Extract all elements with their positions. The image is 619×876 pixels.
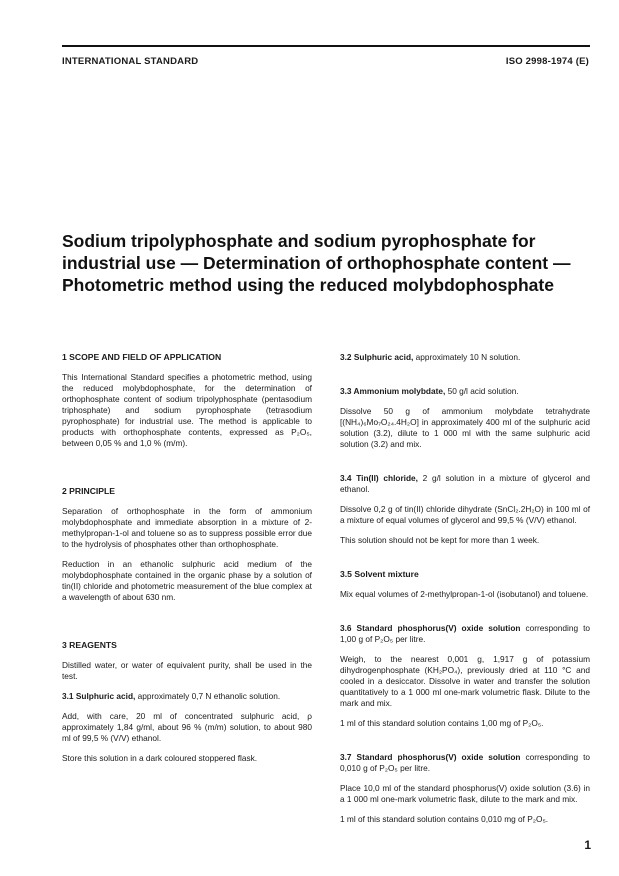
header-left: INTERNATIONAL STANDARD [62, 56, 199, 67]
section-3-3 [340, 386, 590, 397]
section-3-6-desc: corresponding to 1,00 g of P₂O₅ per litre. [340, 623, 590, 644]
section-3-4-text-3: This solution should not be kept for more than 1 week. [340, 535, 540, 545]
section-1-text: This International Standard specifies a photometric method, using the reduced molybdophosphate, for the determination of orthophosphate content of sodium tripolyphosphate (pentasodium triphosphate) and sodium pyrophosphate (tetrasodium pyrophosphate) for industrial use. The method is applicable to products with orthophosphate contents, expressed as P₂O₅, between 0,05 % and 1,0 % (m/m). [62, 372, 312, 448]
section-3-7 [340, 752, 590, 774]
section-3-heading: 3 REAGENTS [62, 640, 117, 650]
section-3-1-text-2: Add, with care, 20 ml of concentrated sulphuric acid, ρ approximately 1,84 g/ml, about 96 % (m/m) solution, to about 980 ml of 99,5 % (V/V) ethanol. [62, 711, 312, 743]
document-title: Sodium tripolyphosphate and sodium pyrophosphate for industrial use — Determination of orthophosphate content — Photometric method using the reduced molybdophosphate [62, 231, 571, 295]
section-3-4-desc: 2 g/l solution in a mixture of glycerol and ethanol. [340, 473, 590, 494]
section-1-heading: 1 SCOPE AND FIELD OF APPLICATION [62, 352, 222, 362]
section-3-4 [340, 473, 590, 495]
section-3-5-label: 3.5 Solvent mixture [340, 569, 419, 579]
right-column [340, 352, 590, 834]
section-3-5-text: Mix equal volumes of 2-methylpropan-1-ol (isobutanol) and toluene. [340, 589, 589, 599]
section-3-4-text-2: Dissolve 0,2 g of tin(II) chloride dihydrate (SnCl₂.2H₂O) in 100 ml of a mixture of equal volumes of glycerol and 99,5 % (V/V) ethanol. [340, 504, 590, 525]
section-3-1-text-3: Store this solution in a dark coloured stoppered flask. [62, 753, 258, 763]
section-3-2-desc: approximately 10 N solution. [413, 352, 521, 362]
section-2-text-2: Reduction in an ethanolic sulphuric acid medium of the molybdophosphate contained in the organic phase by a solution of tin(II) chloride and photometric measurement of the blue complex at a wavelength of about 630 nm. [62, 559, 312, 602]
section-3-1-intro [62, 691, 312, 702]
section-3-7-text-2: Place 10,0 ml of the standard phosphorus(V) oxide solution (3.6) in a 1 000 ml one-mark volumetric flask, dilute to the mark and mix. [340, 783, 590, 804]
page-number: 1 [584, 838, 591, 852]
header-right: ISO 2998-1974 (E) [505, 56, 589, 67]
section-3-7-text-3: 1 ml of this standard solution contains 0,010 mg of P₂O₅. [340, 814, 549, 824]
section-3-6-label: 3.6 Standard phosphorus(V) oxide solution [340, 623, 521, 633]
header-rule [62, 45, 590, 47]
section-3-2 [340, 352, 590, 363]
section-3-3-desc: 50 g/l acid solution. [445, 386, 519, 396]
section-3-4-label: 3.4 Tin(II) chloride, [340, 473, 418, 483]
section-3-1-label: 3.1 Sulphuric acid, [62, 691, 136, 701]
left-column [62, 352, 312, 773]
section-3-7-desc: corresponding to 0,010 g of P₂O₅ per litre. [340, 752, 590, 773]
section-2-heading: 2 PRINCIPLE [62, 486, 116, 496]
section-3-6 [340, 623, 590, 645]
section-3-7-label: 3.7 Standard phosphorus(V) oxide solution [340, 752, 521, 762]
section-3-3-text-2: Dissolve 50 g of ammonium molybdate tetrahydrate [(NH₄)₆Mo₇O₂₄.4H₂O] in approximately 400 ml of the sulphuric acid solution (3.2), dilute to 1 000 ml with the same sulphuric acid solution (3.2) and mix. [340, 406, 590, 449]
section-3-1-desc: approximately 0,7 N ethanolic solution. [135, 691, 281, 701]
section-3-text: Distilled water, or water of equivalent purity, shall be used in the test. [62, 660, 312, 681]
section-3-6-text-3: 1 ml of this standard solution contains 1,00 mg of P₂O₅. [340, 718, 544, 728]
section-3-3-label: 3.3 Ammonium molybdate, [340, 386, 446, 396]
section-2-text-1: Separation of orthophosphate in the form of ammonium molybdophosphate and immediate absorption in a mixture of 2-methylpropan-1-ol and toluene so as to suppress possible error due to the hydrolysis of phosphates other than orthophosphate. [62, 506, 312, 549]
section-3-6-text-2: Weigh, to the nearest 0,001 g, 1,917 g of potassium dihydrogenphosphate (KH₂PO₄), previously dried at 110 °C and cooled in a desiccator. Dissolve in water and transfer the solution quantitatively to a 1 000 ml one-mark volumetric flask. Dilute to the mark and mix. [340, 654, 590, 708]
section-3-2-label: 3.2 Sulphuric acid, [340, 352, 414, 362]
